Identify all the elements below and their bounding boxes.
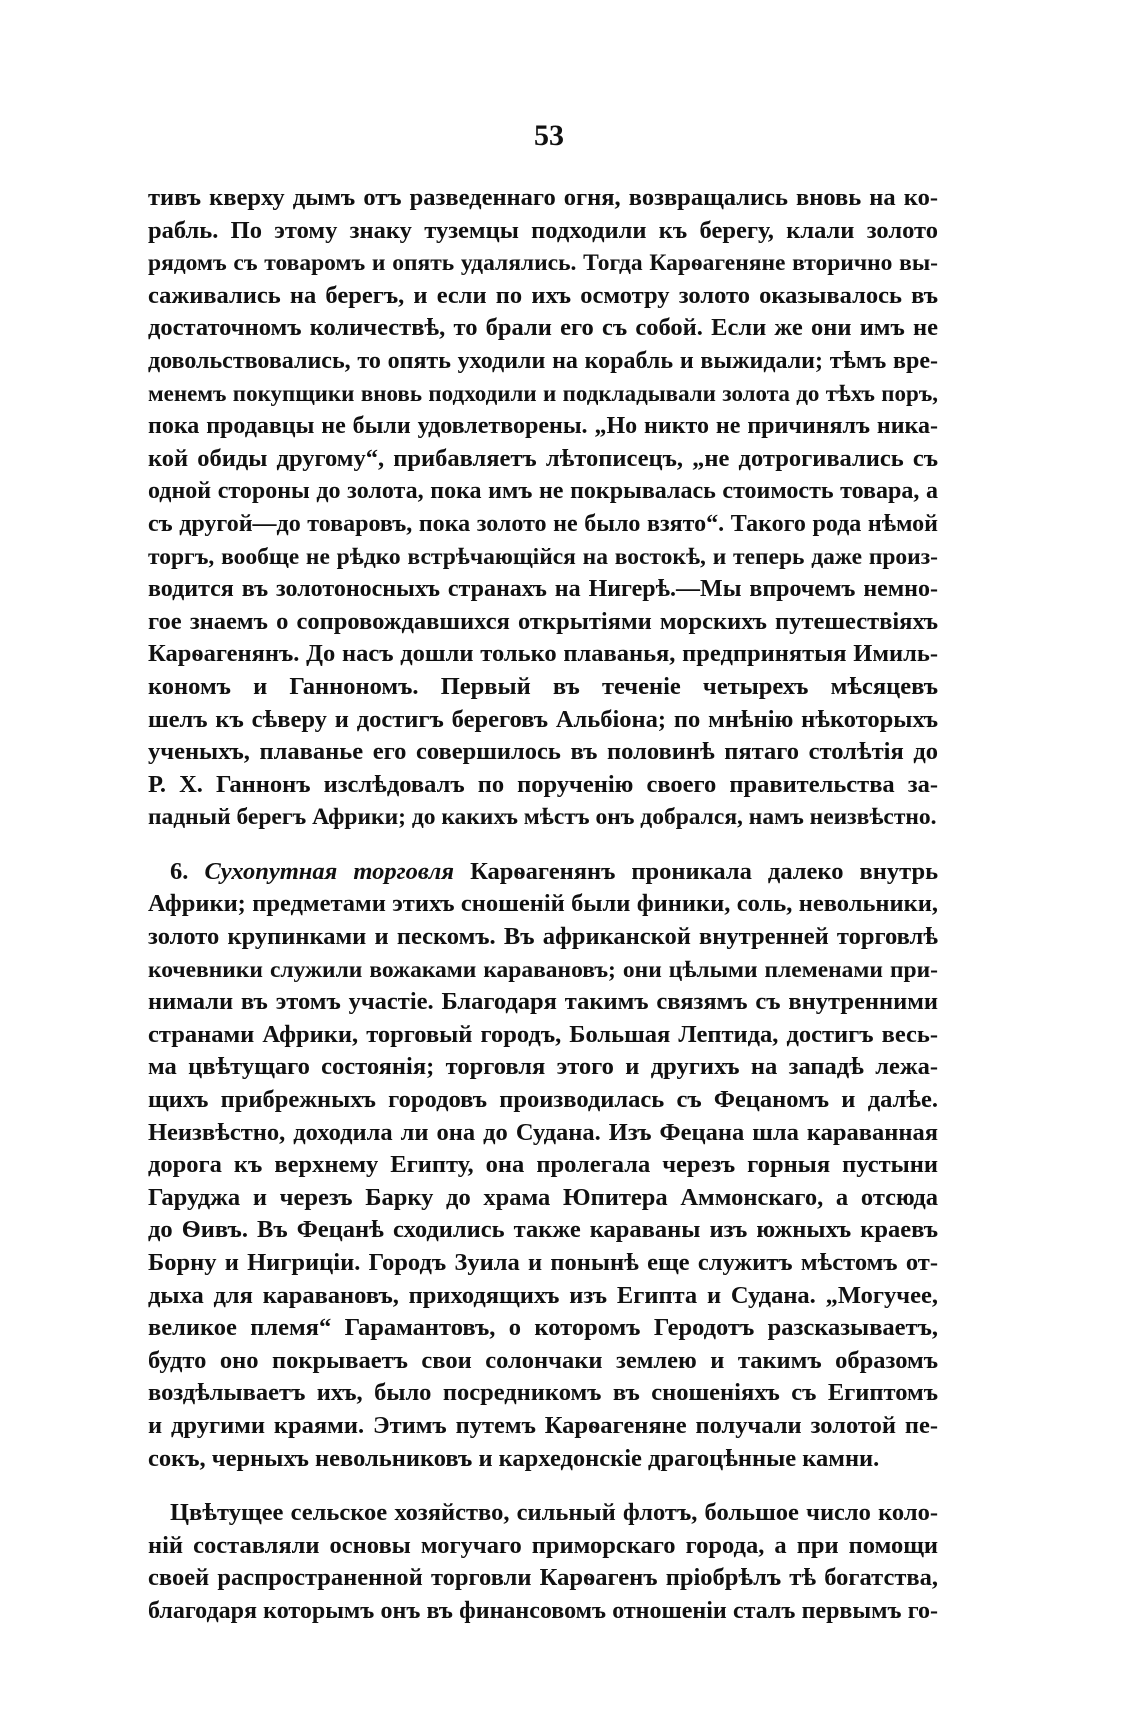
text-line: Р. Х. Ганнонъ изслѣдовалъ по порученію своего правительства за- (148, 770, 938, 798)
text-line: и другими краями. Этимъ путемъ Карѳагеняне получали золотой пе- (148, 1411, 938, 1439)
text-line: дыха для каравановъ, приходящихъ изъ Египта и Судана. „Могучее, (148, 1281, 938, 1309)
text-line: воздѣлываетъ ихъ, было посредникомъ въ сношеніяхъ съ Египтомъ (148, 1379, 938, 1407)
text-line: съ другой—до товаровъ, пока золото не было взято“. Такого рода нѣмой (148, 510, 938, 537)
text-line: одной стороны до золота, пока имъ не покрывалась стоимость товара, а (148, 478, 938, 505)
text-line: Карѳагенянъ проникала далеко внутрь (470, 857, 938, 885)
paragraph-1 (148, 182, 938, 834)
paragraph-gap (148, 834, 938, 856)
text-line: странами Африки, торговый городъ, Большая Лептида, достигъ весь- (148, 1020, 938, 1048)
text-line: ній составляли основы могучаго приморскаго города, а при помощи (148, 1531, 938, 1559)
text-line: до Ѳивъ. Въ Фецанѣ сходились также караваны изъ южныхъ краевъ (148, 1216, 938, 1244)
text-line: ма цвѣтущаго состоянія; торговля этого и другихъ на западѣ лежа- (148, 1053, 938, 1081)
section-heading-line (148, 856, 938, 889)
text-line: пока продавцы не были удовлетворены. „Но никто не причинялъ ника- (148, 413, 938, 440)
text-line: кономъ и Ганнономъ. Первый въ теченіе четырехъ мѣсяцевъ (148, 672, 938, 700)
text-line: кочевники служили вожаками каравановъ; они цѣлыми племенами при- (148, 956, 938, 983)
text-line: рядомъ съ товаромъ и опять удалялись. Тогда Карѳагеняне вторично вы- (148, 250, 938, 277)
text-line: шелъ къ сѣверу и достигъ береговъ Альбіона; по мнѣнію нѣкоторыхъ (148, 705, 938, 733)
book-page (148, 118, 938, 1628)
paragraph-gap (148, 1475, 938, 1497)
text-line: Неизвѣстно, доходила ли она до Судана. Изъ Фецана шла караванная (148, 1118, 938, 1146)
text-line: золото крупинками и пескомъ. Въ африканской внутренней торговлѣ (148, 923, 938, 951)
text-line: саживались на берегъ, и если по ихъ осмотру золото оказывалось въ (148, 281, 938, 309)
text-line: кой обиды другому“, прибавляетъ лѣтописецъ, „не дотрогивались съ (148, 444, 938, 472)
text-line: ученыхъ, плаванье его совершилось въ половинѣ пятаго столѣтія до (148, 738, 938, 766)
text-line: сокъ, черныхъ невольниковъ и кархедонскіе драгоцѣнные камни. (148, 1444, 880, 1472)
text-line: благодаря которымъ онъ въ финансовомъ отношеніи сталъ первымъ го- (148, 1597, 938, 1624)
text-line: падный берегъ Африки; до какихъ мѣстъ онъ добрался, намъ неизвѣстно. (148, 804, 937, 831)
text-line: менемъ покупщики вновь подходили и подкладывали золота до тѣхъ поръ, (148, 380, 938, 406)
section-number: 6. (170, 857, 189, 885)
text-line: Африки; предметами этихъ сношеній были финики, соль, невольники, (148, 890, 938, 918)
text-line: Гаруджа и черезъ Барку до храма Юпитера Аммонскаго, а отсюда (148, 1183, 938, 1211)
section-title: Сухопутная торговля (204, 857, 455, 885)
text-line: своей распространенной торговли Карѳагенъ пріобрѣлъ тѣ богатства, (148, 1564, 938, 1592)
page-number: 53 (534, 119, 564, 152)
text-line: будто оно покрываетъ свои солончаки землею и такимъ образомъ (148, 1346, 938, 1374)
text-line: достаточномъ количествѣ, то брали его съ собой. Если же они имъ не (148, 314, 938, 342)
text-line: Борну и Нигриціи. Городъ Зуила и понынѣ еще служитъ мѣстомъ от- (148, 1249, 938, 1276)
paragraph-2 (148, 856, 938, 1475)
text-line: великое племя“ Гарамантовъ, о которомъ Геродотъ разсказываетъ, (148, 1314, 938, 1342)
text-line: рабль. По этому знаку туземцы подходили къ берегу, клали золото (148, 216, 938, 244)
text-line: гое знаемъ о сопровождавшихся открытіями морскихъ путешествіяхъ (148, 607, 938, 635)
text-line: нимали въ этомъ участіе. Благодаря такимъ связямъ съ внутренними (148, 988, 938, 1016)
text-line: водится въ золотоносныхъ странахъ на Нигерѣ.—Мы впрочемъ немно- (148, 576, 938, 603)
paragraph-3 (148, 1497, 938, 1627)
text-line: торгъ, вообще не рѣдко встрѣчающійся на востокѣ, и теперь даже произ- (148, 543, 938, 570)
text-line: щихъ прибрежныхъ городовъ производилась съ Фецаномъ и далѣе. (148, 1086, 938, 1114)
text-line: тивъ кверху дымъ отъ разведеннаго огня, возвращались вновь на ко- (148, 184, 938, 211)
text-line: дорога къ верхнему Египту, она пролегала черезъ горныя пустыни (148, 1151, 938, 1179)
text-line: Цвѣтущее сельское хозяйство, сильный флотъ, большое число коло- (170, 1499, 938, 1527)
text-line: довольствовались, то опять уходили на корабль и выжидали; тѣмъ вре- (148, 347, 938, 374)
text-line: Карѳагенянъ. До насъ дошли только плаванья, предпринятыя Имиль- (148, 640, 938, 668)
